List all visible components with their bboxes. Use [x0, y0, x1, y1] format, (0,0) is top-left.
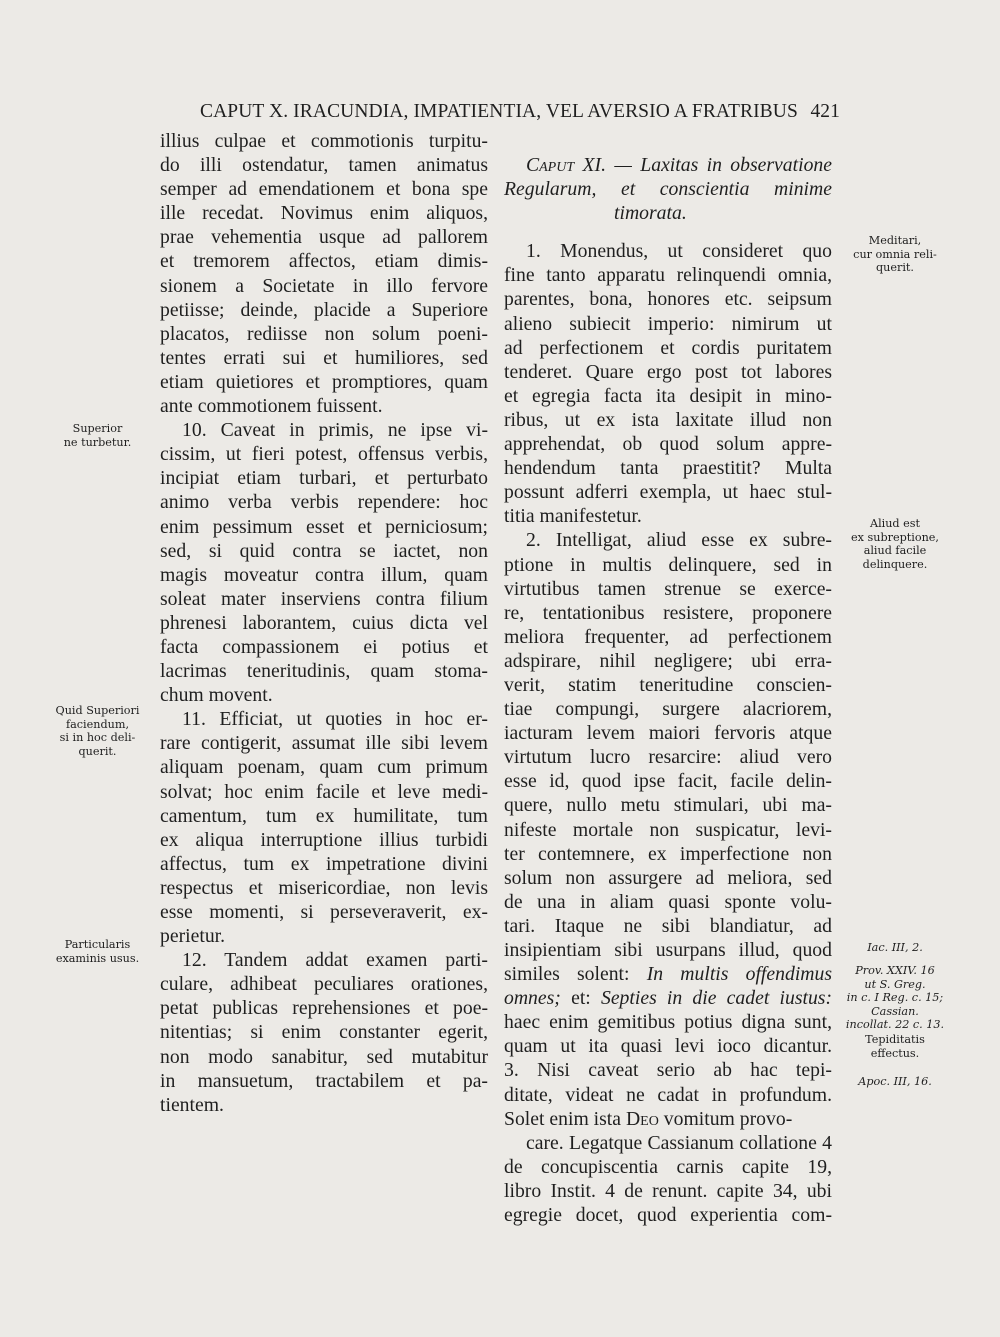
scripture-quote: omnes;: [504, 987, 561, 1010]
text-line: [504, 239, 832, 263]
text-fragment: de una in aliam quasi sponte volu-: [504, 890, 832, 913]
text-line: ante commotionem fuissent.: [160, 395, 383, 418]
text-line: [504, 1034, 832, 1058]
margin-note-line: si in hoc deli-: [59, 731, 136, 745]
text-fragment: quere, nullo metu stimulari, ubi ma-: [504, 794, 832, 817]
text-fragment: tenderet. Quare ergo post tot labores: [504, 360, 832, 383]
text-line: [504, 818, 832, 842]
text-line: illius culpae et commotionis turpitu-: [160, 130, 488, 152]
text-fragment: et egregia facta ita desipit in mino-: [504, 384, 832, 407]
text-line: animo verba verbis rependere: hoc: [160, 491, 488, 514]
text-line: perietur.: [160, 925, 226, 948]
text-fragment: haec enim gemitibus potius digna sunt,: [504, 1011, 832, 1034]
text-line: lacrimas teneritudinis, quam stoma-: [160, 660, 488, 683]
text-fragment: ditate, videat ne cadat in profundum.: [504, 1083, 832, 1106]
text-line: [504, 263, 832, 287]
text-fragment: ter contemnere, ex imperfectione non: [504, 842, 832, 865]
text-line: [504, 745, 832, 769]
text-fragment: meliora frequenter, ad perfectionem: [504, 625, 832, 648]
text-line: ex aliqua interruptione illius turbidi: [160, 828, 488, 851]
text-line: petat publicas reprehensiones et poe-: [160, 997, 488, 1020]
text-fragment: apprehendat, ob quod solum appre-: [504, 433, 832, 456]
text-line: [504, 432, 832, 456]
text-fragment: titia manifestetur.: [504, 505, 642, 528]
margin-note-meditari: [840, 234, 950, 275]
text-fragment: ptione in multis delinquere, sed in: [504, 553, 832, 576]
margin-note-line: Prov. XXIV. 16: [855, 964, 935, 977]
text-fragment: esse id, quod ipse facit, facile delin-: [504, 770, 832, 793]
chapter-title-part-1: — Laxitas in observatione: [614, 154, 833, 176]
chapter-title-part-2: Regularum, et conscientia minime: [504, 178, 832, 201]
margin-note-superior-ne-turbetur: [40, 422, 155, 449]
text-fragment: 1. Monendus, ut consideret quo: [526, 240, 832, 263]
text-fragment: verit, statim teneritudine conscien-: [504, 673, 832, 696]
text-line: [504, 408, 832, 432]
chapter-heading: [504, 153, 832, 225]
margin-note-line: faciendum,: [65, 717, 129, 731]
text-line: [504, 384, 832, 408]
text-line: ille recedat. Novimus enim aliquos,: [160, 202, 488, 225]
page-number: 421: [810, 101, 840, 122]
margin-note-quid-superiori: [40, 704, 155, 758]
text-line: prae vehementia usque ad pallorem: [160, 226, 488, 249]
text-line: [504, 1203, 832, 1227]
text-line: tentes errati sui et humiliores, sed: [160, 346, 488, 369]
text-fragment: virtutibus tamen strenue se exerce-: [504, 577, 832, 600]
text-line: chum movent.: [160, 684, 273, 707]
text-line: [504, 1058, 832, 1082]
margin-note-line: ne turbetur.: [63, 435, 132, 449]
text-line: affectus, tum ex impetratione divini: [160, 852, 488, 875]
text-line: soleat mater inserviens contra filium: [160, 587, 488, 610]
text-line: [504, 625, 832, 649]
text-fragment: Solet enim ista: [504, 1107, 622, 1130]
running-header: [200, 101, 840, 129]
text-line: camentum, tum ex humilitate, tum: [160, 804, 488, 827]
chapter-number: XI.: [582, 154, 607, 176]
margin-note-line: querit.: [876, 261, 914, 275]
running-title: CAPUT X. IRACUNDIA, IMPATIENTIA, VEL AVERSIO A FRATRIBUS: [200, 101, 798, 122]
margin-note-line: Cassian.: [871, 1004, 919, 1018]
text-line: placatos, rediisse non solum poeni-: [160, 322, 488, 345]
margin-note-prov-reference: [840, 964, 950, 1032]
margin-note-line: ex subreptione,: [851, 530, 939, 544]
text-line: [504, 697, 832, 721]
text-line: [504, 601, 832, 625]
text-line: culare, adhibeat peculiares orationes,: [160, 973, 488, 996]
text-fragment: solum non assurgere ad meliora, sed: [504, 866, 832, 889]
margin-note-apoc-reference: [840, 1075, 950, 1089]
text-line: semper ad emendationem et bona spe: [160, 178, 488, 201]
margin-note-line: Superior: [72, 422, 123, 435]
text-line: respectus et misericordiae, non levis: [160, 876, 488, 899]
text-line: [504, 1083, 832, 1107]
margin-note-aliud-est: [840, 517, 950, 571]
text-line: [504, 673, 832, 697]
text-fragment: ad perfectionem et cordis puritatem: [504, 336, 832, 359]
text-line: enim pessimum esset et perniciosum;: [160, 515, 488, 538]
text-line: phrenesi laborantem, cuius dicta vel: [160, 611, 488, 634]
right-text-column: [504, 153, 832, 1227]
text-fragment: 2. Intelligat, aliud esse ex subre-: [526, 529, 832, 552]
text-line: [504, 986, 832, 1010]
text-line: [504, 312, 832, 336]
text-fragment: insipientiam sibi usurpans illud, quod: [504, 939, 832, 961]
text-line: [504, 528, 832, 552]
text-fragment: tiae compungi, surgere alacriorem,: [504, 698, 832, 721]
text-line: [504, 504, 832, 528]
text-line: [504, 360, 832, 384]
margin-note-line: Quid Superiori: [55, 704, 140, 717]
text-line: [504, 1155, 832, 1179]
margin-note-line: Tepiditatis: [865, 1033, 925, 1046]
text-line: solvat; hoc enim facile et leve medi-: [160, 780, 488, 803]
text-fragment: vomitum provo-: [663, 1107, 793, 1130]
text-line: [504, 866, 832, 890]
text-line: [504, 649, 832, 673]
text-fragment: alieno subiecit imperio: nimirum ut: [504, 312, 832, 335]
margin-note-line: aliud facile: [863, 544, 927, 558]
margin-note-iac-reference: [840, 941, 950, 955]
small-caps-word: Deo: [625, 1107, 659, 1130]
text-line: [504, 1179, 832, 1203]
text-line: [504, 456, 832, 480]
margin-note-line: incollat. 22 c. 13.: [845, 1018, 945, 1032]
text-line: [504, 553, 832, 577]
text-fragment: possunt adferri exempla, ut haec stul-: [504, 481, 832, 504]
text-line: [504, 938, 832, 962]
text-line: [504, 842, 832, 866]
text-line: magis moveatur contra illum, quam: [160, 563, 488, 586]
text-fragment: nifeste mortale non suspicatur, levi-: [504, 818, 832, 841]
text-line: in mansuetum, tractabilem et pa-: [160, 1069, 488, 1092]
left-text-column: [160, 129, 488, 1117]
text-line: [504, 1131, 832, 1155]
text-fragment: adspirare, nihil negligere; ubi erra-: [504, 649, 832, 672]
margin-note-line: Apoc. III, 16.: [858, 1075, 932, 1088]
margin-note-line: querit.: [78, 744, 117, 758]
margin-note-line: ut S. Greg.: [864, 977, 926, 991]
text-fragment: tari. Itaque ne sibi blandiatur, ad: [504, 914, 832, 937]
text-line: [504, 336, 832, 360]
margin-note-line: Aliud est: [869, 517, 921, 530]
margin-note-line: cur omnia reli-: [853, 247, 937, 261]
text-line: incipiat etiam turbari, et perturbato: [160, 467, 488, 490]
text-fragment: iacturam levem maiori fervoris atque: [504, 722, 832, 745]
text-line: nitentias; si enim constanter egerit,: [160, 1021, 488, 1044]
text-fragment: re, tentationibus resistere, proponere: [504, 601, 832, 624]
margin-note-particularis-examinis: [40, 938, 155, 965]
scripture-quote: Septies in die cadet iustus:: [600, 987, 833, 1010]
margin-note-tepiditatis: [840, 1033, 950, 1060]
margin-note-line: delinquere.: [862, 557, 928, 571]
text-fragment: et:: [571, 987, 591, 1010]
text-fragment: care. Legatque Cassianum collatione 4: [526, 1131, 832, 1154]
right-paragraphs: [504, 239, 832, 1227]
margin-note-line: Iac. III, 2.: [867, 941, 923, 954]
text-line: 10. Caveat in primis, ne ipse vi-: [182, 419, 488, 442]
text-line: et tremorem affectos, etiam dimis-: [160, 250, 488, 273]
text-line: [504, 769, 832, 793]
text-fragment: quam ut ita quasi levi ioco dicantur.: [504, 1035, 832, 1058]
text-line: [504, 962, 832, 986]
text-line: aliquam poenam, quam cum primum: [160, 756, 488, 779]
text-line: [504, 1010, 832, 1034]
text-line: non modo sanabitur, sed mutabitur: [160, 1045, 488, 1068]
text-line: cissim, ut fieri potest, offensus verbis,: [160, 443, 488, 466]
text-line: [504, 721, 832, 745]
text-line: [504, 914, 832, 938]
text-fragment: egregie docet, quod experientia com-: [504, 1204, 832, 1227]
text-fragment: hendendum tanta praestitit? Multa: [504, 457, 832, 480]
text-fragment: 3. Nisi caveat serio ab hac tepi-: [504, 1059, 832, 1082]
text-fragment: ribus, ut ex ista laxitate illud non: [504, 408, 832, 431]
text-line: 11. Efficiat, ut quoties in hoc er-: [182, 708, 488, 731]
margin-note-line: in c. I Reg. c. 15;: [846, 991, 944, 1005]
text-line: do illi ostendatur, tamen animatus: [160, 154, 488, 177]
margin-note-line: Particularis: [64, 938, 131, 951]
margin-note-line: examinis usus.: [55, 951, 140, 965]
scripture-quote: In multis offendimus: [646, 963, 833, 986]
text-line: esse momenti, si perseveraverit, ex-: [160, 901, 488, 923]
text-line: rare contigerit, assumat ille sibi levem: [160, 732, 488, 755]
text-line: [504, 287, 832, 311]
margin-note-line: effectus.: [870, 1046, 920, 1060]
text-line: 12. Tandem addat examen parti-: [182, 949, 488, 972]
text-line: sed, si quid contra se iactet, non: [160, 539, 488, 562]
text-fragment: virtutum lucro resarcire: aliud vero: [504, 746, 832, 769]
text-line: [504, 1107, 832, 1131]
text-line: tientem.: [160, 1093, 224, 1116]
text-line: etiam quietiores et promptiores, quam: [160, 370, 488, 393]
chapter-heading-line-1: [504, 153, 832, 177]
text-fragment: similes solent:: [504, 963, 630, 986]
chapter-title-part-3: timorata.: [614, 202, 687, 225]
text-fragment: libro Instit. 4 de renunt. capite 34, ubi: [504, 1179, 832, 1202]
chapter-caput: Caput: [526, 154, 575, 176]
text-fragment: parentes, bona, honores etc. seipsum: [504, 288, 832, 311]
text-line: petiisse; deinde, placide a Superiore: [160, 298, 488, 321]
text-fragment: fine tanto apparatu relinquendi omnia,: [504, 264, 832, 287]
margin-note-line: Meditari,: [868, 234, 922, 247]
text-line: [504, 890, 832, 914]
text-line: [504, 480, 832, 504]
text-line: [504, 793, 832, 817]
text-line: [504, 577, 832, 601]
text-fragment: de concupiscentia carnis capite 19,: [504, 1155, 832, 1178]
text-line: facta compassionem ei potius et: [160, 635, 488, 658]
text-line: sionem a Societate in illo fervore: [160, 274, 488, 297]
